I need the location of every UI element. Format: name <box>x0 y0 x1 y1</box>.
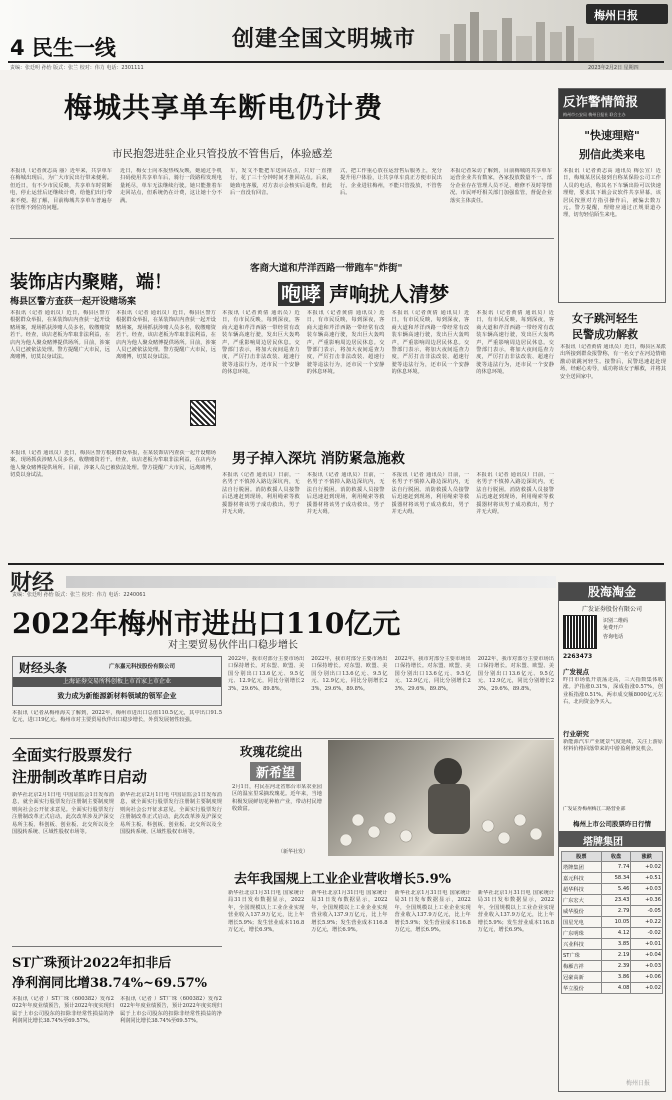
noise-body <box>222 310 554 440</box>
watermark: 梅州日报 <box>626 1080 651 1087</box>
top-story-col-3: 车，发文不能把车送回站点，只好一直推行，花了三十分钟时间才推回站点。后来，她致电客服，对方表示会核实后退费，但此后一直没有回音。 <box>230 168 332 197</box>
st-title-2: 净利润同比增38.74%~69.57% <box>12 976 208 991</box>
stock-table-cell: +0.03 <box>631 961 663 972</box>
stock-reform-col-2: 新华社北京2月1日电 中国证监会1日发布消息，就全面实行股票发行注册制主要制度规则向社会公开征求意见。全面实行股票发行注册制改革正式启动。此次改革涉及沪深交易所主板、科创板、创业板、北交所以及全国股转系统、区域性股权市场等。 <box>120 792 222 836</box>
top-story-subtitle: 市民抱怨进驻企业只管投放不管售后，体验感差 <box>112 148 333 160</box>
stock-table-cell: 2.19 <box>601 950 631 961</box>
brand-name: 塔牌集团 <box>583 837 623 848</box>
warning-header-title: 反诈警情简报 <box>563 94 639 109</box>
col-tag-label: 财经头条 <box>19 661 68 675</box>
st-body <box>12 996 222 1090</box>
industry-col-1: 新华社北京1月31日电 国家统计局31日发布数据显示，2022年，全国规模以上工业企业实现营业收入137.9万亿元，比上年增长5.9%；发生营业成本116.8万亿元，增长6.9%。 <box>228 890 305 934</box>
industry-body <box>228 890 554 1090</box>
finance-headline: 2022年梅州市进出口110亿元 <box>12 607 401 640</box>
stock-table-cell: 23.43 <box>601 895 631 906</box>
page-label: 4 民生一线 <box>10 36 116 60</box>
stock-table-cell: 2.79 <box>601 906 631 917</box>
warning-sidebar <box>558 88 666 303</box>
finance-col-2: 2022年，我市对部分主要市场出口保持增长。对东盟、欧盟、美国分别出口13.6亿元、9.5亿元、12.9亿元，同比分别增长23%、29.6%、89.8%。 <box>311 656 388 692</box>
market-title: 广发视点 <box>563 668 589 676</box>
stock-table-cell: 10.05 <box>601 917 631 928</box>
stock-table-cell: +0.01 <box>631 939 663 950</box>
finance-col-3: 2022年，我市对部分主要市场出口保持增长。对东盟、欧盟、美国分别出口13.6亿元、9.5亿元、12.9亿元，同比分别增长23%、29.6%、89.8%。 <box>394 656 471 692</box>
stock-table-cell: 广东宏大 <box>562 895 602 906</box>
industry-col-3: 新华社北京1月31日电 国家统计局31日发布数据显示，2022年，全国规模以上工业企业实现营业收入137.9万亿元，比上年增长5.9%；发生营业成本116.8万亿元，增长6.9%。 <box>394 890 471 934</box>
stock-table-cell: -0.05 <box>631 906 663 917</box>
flower-title: 玫瑰花绽出 <box>240 744 303 759</box>
finance-credits: 责编：张廷明 孙怡 版式：张兰 校对：伟力 电话：2240061 <box>12 592 146 598</box>
stock-table-row <box>562 862 663 873</box>
stock-table <box>561 851 663 994</box>
city-skyline <box>430 4 600 62</box>
stock-table-cell: 国星光电 <box>562 917 602 928</box>
industry-col-4: 新华社北京1月31日电 国家统计局31日发布数据显示，2022年，全国规模以上工业企业实现营业收入137.9万亿元，比上年增长5.9%；发生营业成本116.8万亿元，增长6.9%。 <box>477 890 554 934</box>
stock-table-row <box>562 906 663 917</box>
top-story-col-5: 本报记者采访了解到，目前梅城的共享单车运营企业共有数家，各家投放数量不一。部分企业存在管理人员不足、维修不及时等情况。市民呼吁相关部门加强监管，督促企业落实主体责任。 <box>450 168 552 204</box>
stock-table-cell: 3.85 <box>601 939 631 950</box>
stock-reform-col-1: 新华社北京2月1日电 中国证监会1日发布消息，就全面实行股票发行注册制主要制度规则向社会公开征求意见。全面实行股票发行注册制改革正式启动。此次改革涉及沪深交易所主板、科创板、创业板、北交所以及全国股转系统、区域性股权市场等。 <box>12 792 114 836</box>
stock-table-row <box>562 895 663 906</box>
stock-table-cell: +0.22 <box>631 917 663 928</box>
col-tag-banner-1: 上海证券交易所科创板上市首家上市企业 <box>13 677 221 687</box>
warning-title: "快速理赔" <box>584 129 640 142</box>
flower-body: 2月1日，村民在河北省邢台市某农业园区的温室里采摘玫瑰花。近年来，当地积极发展鲜切花种植产业，带动村民增收致富。 <box>232 784 322 813</box>
stock-table-cell: 4.12 <box>601 928 631 939</box>
industry-research-body: 新能源汽车产业链景气度延续，关注上游原材料价格回落带来的中游盈利修复机会。 <box>563 739 663 753</box>
stock-table-cell: +0.06 <box>631 972 663 983</box>
stock-table-cell: +0.04 <box>631 950 663 961</box>
warning-header <box>559 89 665 119</box>
noise-title-big: 咆哮 <box>278 282 324 306</box>
gambling-body-2: 本报讯（记者 通讯员）近日，梅县区警方根据群众举报，在某装饰店内查获一起开设赌场案，现场抓获涉赌人员多名，收缴赌资若干。经查，该店老板为牟取非法利益，在店内为他人聚众赌博提供场所。目前，涉案人员已被依法处理。警方提醒广大市民，远离赌博，切莫以身试法。 <box>116 310 216 361</box>
gambling-subtitle: 梅县区警方查获一起开设赌场案 <box>10 297 137 307</box>
broker-qr-caption: 识别二维码 免费开户 <box>603 618 629 631</box>
broker-name: 广发证券股份有限公司 <box>581 606 642 613</box>
banner-title: 创建全国文明城市 <box>232 27 417 52</box>
warning-body: 本报讯（记者黄志高 通讯员 梅公宣）近日，梅城某居民接到自称某保险公司工作人员的电话，称其名下车辆出险可以快速理赔，要求其下载会议软件共享屏幕。该居民按照对方指引操作后，被骗去数万元。警方提醒，理赔应通过正规渠道办理，切勿轻信陌生来电。 <box>563 168 661 219</box>
broker-phone-label: 咨询电话 <box>603 634 624 640</box>
industry-research-title: 行业研究 <box>563 730 589 738</box>
brand-bar <box>559 831 665 847</box>
logo: 梅州日报 <box>594 9 638 22</box>
flower-title-2: 新希望 <box>250 762 301 781</box>
gambling-body-3: 本报讯（记者 通讯员）近日，梅县区警方根据群众举报，在某装饰店内查获一起开设赌场案，现场抓获涉赌人员多名，收缴赌资若干。经查，该店老板为牟取非法利益，在店内为他人聚众赌博提供场所。目前，涉案人员已被依法处理。警方提醒广大市民，远离赌博，切莫以身试法。 <box>10 450 216 479</box>
stock-table-cell: -0.02 <box>631 928 663 939</box>
stock-table-cell: 58.34 <box>601 873 631 884</box>
finance-label: 财经 <box>10 571 55 596</box>
finance-top-rule <box>8 563 664 565</box>
top-story-body <box>10 168 552 234</box>
stock-table-cell: 7.74 <box>601 862 631 873</box>
noise-kicker: 客商大道和芹洋西路一带跑车"炸街" <box>250 263 403 274</box>
noise-title <box>278 278 449 307</box>
noise-col-4: 本报讯（记者黄倩 通讯员）近日，有市民反映，每到深夜，客商大道和芹洋西路一带经常有改装车辆高速行驶，发出巨大轰鸣声，严重影响周边居民休息。交警部门表示，将加大夜间巡查力度，严厉打击非法改装、超速行驶等违法行为，还市民一个安静的休息环境。 <box>476 310 554 376</box>
finance-body-1: 本报讯（记者从梅州海关了解到，2022年，梅州市进出口总值110.5亿元，其中出口91.5亿元，进口19亿元。梅州市对主要贸易伙伴出口稳步增长，外贸发展韧性较强。 <box>12 710 222 724</box>
stock-table-header-cell: 股票 <box>562 852 602 862</box>
top-story-col-4: 式，把工作重心放在运营售后服务上，充分提升用户体验，让共享单车真正方便市民出行。企业进驻梅州，不能只管投放，不管售后。 <box>340 168 442 197</box>
stock-table-row <box>562 928 663 939</box>
finance-band <box>66 576 556 588</box>
divider <box>10 738 554 739</box>
stock-table-cell: 兴业科技 <box>562 939 602 950</box>
stock-table-header-cell: 收盘 <box>601 852 631 862</box>
divider <box>10 238 554 239</box>
stock-table-cell: 超华科技 <box>562 884 602 895</box>
deep-ditch-title: 男子掉入深坑 消防紧急施救 <box>232 451 405 467</box>
noise-title-rest: 声响扰人清梦 <box>329 282 450 306</box>
deep-ditch-col-2: 本报讯（记者 通讯员）日前，一名男子不慎掉入路边深坑内，无法自行脱困。消防救援人员接警后迅速赶到现场，利用绳索等救援器材将该男子成功救出，男子并无大碍。 <box>306 472 385 516</box>
stock-sidebar-header: 股海淘金 <box>559 583 665 601</box>
stock-table-cell: 梅雁吉祥 <box>562 961 602 972</box>
header-rule <box>8 61 664 63</box>
rescue-body: 本报讯（记者黄倩 通讯员）近日，梅县区某派出所接到群众报警称，有一名女子在河边情绪激动欲跳河轻生。接警后，民警迅速赶赴现场，经耐心劝导，成功将该女子解救，并将其安全送回家中。 <box>560 344 666 380</box>
rescue-title-2: 民警成功解救 <box>572 328 638 341</box>
rescue-title: 女子跳河轻生 <box>572 312 638 325</box>
stock-table-cell: 3.86 <box>601 972 631 983</box>
stock-table-row <box>562 972 663 983</box>
stock-reform-title-1: 全面实行股票发行 <box>12 746 133 764</box>
gambling-body-1: 本报讯（记者 通讯员）近日，梅县区警方根据群众举报，在某装饰店内查获一起开设赌场案，现场抓获涉赌人员多名，收缴赌资若干。经查，该店老板为牟取非法利益，在店内为他人聚众赌博提供场所。目前，涉案人员已被依法处理。警方提醒广大市民，远离赌博，切莫以身试法。 <box>10 310 110 361</box>
stock-table-cell: 华立股份 <box>562 983 602 994</box>
stock-table-row <box>562 917 663 928</box>
stock-table-cell: 威华股份 <box>562 906 602 917</box>
stock-table-cell: +0.03 <box>631 884 663 895</box>
stock-table-cell: 冠豪高新 <box>562 972 602 983</box>
deep-ditch-body <box>222 472 554 560</box>
broker-qr <box>563 615 597 649</box>
finance-col-1: 2022年，我市对部分主要市场出口保持增长。对东盟、欧盟、美国分别出口13.6亿元、9.5亿元、12.9亿元，同比分别增长23%、29.6%、89.8%。 <box>228 656 305 692</box>
finance-body-cols <box>228 656 554 736</box>
broker-contact: 广发证券梅州梅江二路营业部 <box>563 807 626 812</box>
stock-table-cell: 嘉元科技 <box>562 873 602 884</box>
stock-table-cell: 5.46 <box>601 884 631 895</box>
stock-table-header-cell: 涨跌 <box>631 852 663 862</box>
top-story-title: 梅城共享单车断电仍计费 <box>64 91 384 124</box>
warning-header-sub: 梅州市公安局 梅州日报社 联合主办 <box>563 112 626 117</box>
noise-col-3: 本报讯（记者黄倩 通讯员）近日，有市民反映，每到深夜，客商大道和芹洋西路一带经常有改装车辆高速行驶，发出巨大轰鸣声，严重影响周边居民休息。交警部门表示，将加大夜间巡查力度，严厉打击非法改装、超速行驶等违法行为，还市民一个安静的休息环境。 <box>391 310 470 376</box>
flower-photo <box>328 740 554 856</box>
col-tag-sponsor: 广东嘉元科技股份有限公司 <box>109 664 176 670</box>
stock-table-row <box>562 950 663 961</box>
col-tag <box>12 656 222 706</box>
st-col-1: 本报讯（记者 ）ST广珠（600382）发布2022年年度业绩预告，预计2022年度实现归属于上市公司股东的扣除非经常性损益的净利润同比增长38.74%至69.57%。 <box>12 996 114 1025</box>
stock-table-cell: +0.02 <box>631 862 663 873</box>
gambling-title: 装饰店内聚赌，端！ <box>10 272 172 293</box>
stock-table-row <box>562 873 663 884</box>
stock-reform-title-2: 注册制改革昨日启动 <box>12 768 148 786</box>
deep-ditch-col-4: 本报讯（记者 通讯员）日前，一名男子不慎掉入路边深坑内，无法自行脱困。消防救援人员接警后迅速赶到现场，利用绳索等救援器材将该男子成功救出，男子并无大碍。 <box>476 472 554 516</box>
flower-photo-scene <box>328 740 554 856</box>
stock-sidebar <box>558 582 666 1092</box>
market-table-title: 梅州上市公司股票昨日行情 <box>573 820 651 828</box>
col-tag-banner-2: 致力成为新能源新材料领域的领军企业 <box>57 692 177 700</box>
stock-table-cell: 塔牌集团 <box>562 862 602 873</box>
broker-phone: 2263473 <box>563 653 593 660</box>
stock-table-cell: ST广珠 <box>562 950 602 961</box>
masthead <box>0 0 672 70</box>
stock-reform-body <box>12 792 222 942</box>
stock-table-header <box>562 852 663 862</box>
stock-table-row <box>562 961 663 972</box>
warning-title-2: 别信此类来电 <box>579 148 645 161</box>
logo-box <box>586 4 668 24</box>
header-credits: 责编：张廷明 孙怡 版式：张兰 校对：伟力 电话：2301111 <box>10 65 144 71</box>
st-title-1: ST广珠预计2022年扣非后 <box>12 956 172 971</box>
flower-credit: （新华社发） <box>278 849 309 855</box>
deep-ditch-col-3: 本报讯（记者 通讯员）日前，一名男子不慎掉入路边深坑内，无法自行脱困。消防救援人员接警后迅速赶到现场，利用绳索等救援器材将该男子成功救出，男子并无大碍。 <box>391 472 470 516</box>
stock-table-cell: +0.02 <box>631 983 663 994</box>
finance-subheadline: 对主要贸易伙伴出口稳步增长 <box>168 640 298 651</box>
header-date: 2023年2月2日 星期四 <box>588 65 639 71</box>
top-story-col-1: 本报讯（记者黄志高 丽）近年来，共享单车在梅城出现后，为广大市民出行带来便利。但近日，有不少市民反映，共享单车时常断电，停止运营后还继续计费，给他们出行带来不便。据了解，目前梅城共享单车普遍存在管理不到位的问题。 <box>10 168 112 212</box>
deep-ditch-col-1: 本报讯（记者 通讯员）日前，一名男子不慎掉入路边深坑内，无法自行脱困。消防救援人员接警后迅速赶到现场，利用绳索等救援器材将该男子成功救出，男子并无大碍。 <box>222 472 300 516</box>
stock-table-cell: 广东明珠 <box>562 928 602 939</box>
stock-table-cell: +0.36 <box>631 895 663 906</box>
stock-table-cell: 4.08 <box>601 983 631 994</box>
stock-table-row <box>562 884 663 895</box>
stock-table-row <box>562 939 663 950</box>
stock-table-cell: +0.51 <box>631 873 663 884</box>
market-body: 昨日市场低开震荡走高，三大指数集体收涨。沪指涨0.31%，深成指涨0.57%，创业板指涨0.51%。两市成交额8000亿元左右，北向资金净买入。 <box>563 677 663 706</box>
stock-table-row <box>562 983 663 994</box>
top-story-col-2: 近日，梅女士向本报热线反映，她通过手机扫码使用共享单车后，骑行一段路程发现电量耗尽，单车无法继续行驶。她只能推着车走回站点，但系统仍在计费，这让她十分不满。 <box>120 168 222 204</box>
divider <box>12 946 222 947</box>
noise-col-1: 本报讯（记者黄倩 通讯员）近日，有市民反映，每到深夜，客商大道和芹洋西路一带经常有改装车辆高速行驶，发出巨大轰鸣声，严重影响周边居民休息。交警部门表示，将加大夜间巡查力度，严厉打击非法改装、超速行驶等违法行为，还市民一个安静的休息环境。 <box>222 310 300 376</box>
finance-col-4: 2022年，我市对部分主要市场出口保持增长。对东盟、欧盟、美国分别出口13.6亿元、9.5亿元、12.9亿元，同比分别增长23%、29.6%、89.8%。 <box>477 656 554 692</box>
industry-col-2: 新华社北京1月31日电 国家统计局31日发布数据显示，2022年，全国规模以上工业企业实现营业收入137.9万亿元，比上年增长5.9%；发生营业成本116.8万亿元，增长6.9%。 <box>311 890 388 934</box>
noise-col-2: 本报讯（记者黄倩 通讯员）近日，有市民反映，每到深夜，客商大道和芹洋西路一带经常有改装车辆高速行驶，发出巨大轰鸣声，严重影响周边居民休息。交警部门表示，将加大夜间巡查力度，严厉打击非法改装、超速行驶等违法行为，还市民一个安静的休息环境。 <box>306 310 385 376</box>
industry-title: 去年我国规上工业企业营收增长5.9% <box>234 872 451 887</box>
stock-table-cell: 2.39 <box>601 961 631 972</box>
qr-code <box>190 400 216 426</box>
st-col-2: 本报讯（记者 ）ST广珠（600382）发布2022年年度业绩预告，预计2022年度实现归属于上市公司股东的扣除非经常性损益的净利润同比增长38.74%至69.57%。 <box>120 996 222 1025</box>
